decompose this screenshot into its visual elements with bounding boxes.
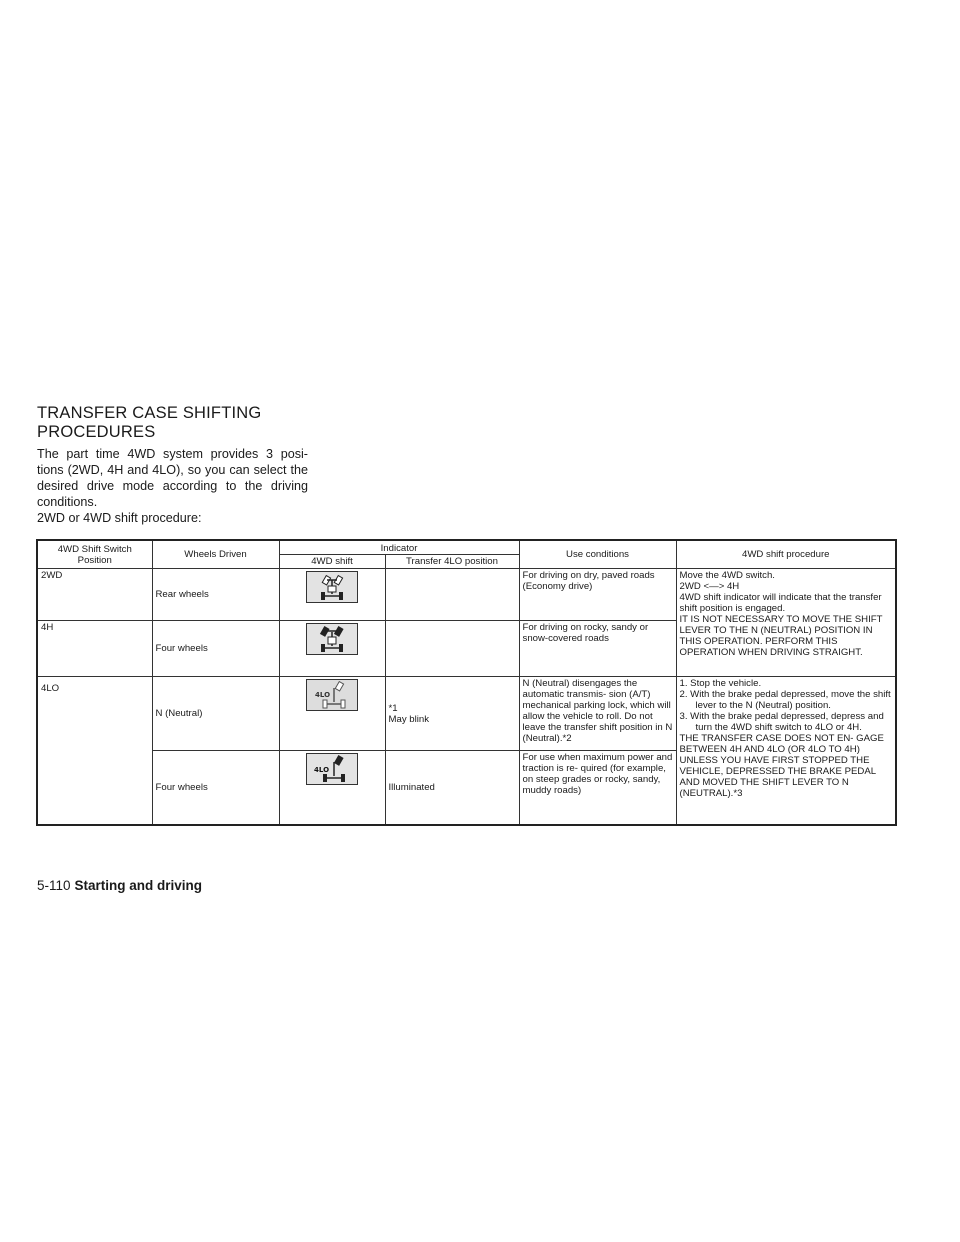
indicator-2wd [279, 569, 385, 621]
page-title: TRANSFER CASE SHIFTING PROCEDURES [37, 404, 262, 441]
proc-line: 2WD <—> 4H [679, 581, 740, 592]
4lo-indicator-icon [306, 753, 358, 785]
4lo-neutral-indicator-icon [306, 679, 358, 711]
position-4lo: 4LO [37, 677, 152, 826]
position-4h: 4H [37, 621, 152, 677]
header-transfer-4lo: Transfer 4LO position [385, 555, 519, 569]
proc-line: IT IS NOT NECESSARY TO MOVE THE SHIFT LEVER TO THE N (NEUTRAL) POSITION IN THIS OPERATION. PERFORM THIS OPERATION WHEN DRIVING STRAIGHT. [679, 614, 883, 658]
table-row [37, 677, 896, 751]
4h-indicator-icon [306, 623, 358, 655]
lo-2wd [385, 569, 519, 621]
use-2wd: For driving on dry, paved roads (Economy drive) [519, 569, 676, 621]
lo-note: *1 [388, 702, 398, 714]
indicator-neutral [279, 677, 385, 751]
proc-step: 2. With the brake pedal depressed, move the shift lever to the N (Neutral) position. [679, 689, 891, 711]
page-footer [37, 878, 202, 893]
page-number: 5-110 [37, 878, 71, 893]
wheels-2wd: Rear wheels [152, 569, 279, 621]
header-indicator: Indicator [279, 540, 519, 555]
header-use-conditions: Use conditions [519, 540, 676, 569]
indicator-4h [279, 621, 385, 677]
lo-4lo: Illuminated [385, 751, 519, 826]
proc-line: 4WD shift indicator will indicate that the transfer shift position is engaged. [679, 592, 882, 614]
wheels-4h: Four wheels [152, 621, 279, 677]
indicator-4lo [279, 751, 385, 826]
proc-step: 3. With the brake pedal depressed, depress and turn the 4WD shift switch to 4LO or 4H. [679, 711, 884, 733]
wheels-neutral: N (Neutral) [152, 677, 279, 751]
procedure-label: 2WD or 4WD shift procedure: [37, 511, 202, 525]
use-4h: For driving on rocky, sandy or snow-covered roads [519, 621, 676, 677]
proc-line: Move the 4WD switch. [679, 570, 775, 581]
use-neutral: N (Neutral) disengages the automatic transmis- sion (A/T) mechanical parking lock, which will allow the vehicle to roll. Do not leave the transfer shift position in N (Neutral).*2 [519, 677, 676, 751]
use-4lo: For use when maximum power and traction is re- quired (for example, on steep grades or rocky, sandy, muddy roads) [519, 751, 676, 826]
lo-neutral [385, 677, 519, 751]
proc-warning: THE TRANSFER CASE DOES NOT EN- GAGE BETWEEN 4H AND 4LO (OR 4LO TO 4H) UNLESS YOU HAVE FIRST STOPPED THE VEHICLE, DEPRESSED THE BRAKE PEDAL AND MOVED THE SHIFT LEVER TO N (NEUTRAL).*3 [679, 733, 884, 799]
4lo-label: 4LO [315, 691, 331, 699]
shift-procedure-table [36, 539, 897, 826]
header-procedure: 4WD shift procedure [676, 540, 896, 569]
procedure-4lo [676, 677, 896, 826]
proc-step: 1. Stop the vehicle. [679, 678, 762, 689]
lo-status: May blink [388, 713, 430, 725]
2wd-indicator-icon [306, 571, 358, 603]
header-wheels-driven: Wheels Driven [152, 540, 279, 569]
table-row [37, 569, 896, 621]
position-2wd: 2WD [37, 569, 152, 621]
wheels-4lo: Four wheels [152, 751, 279, 826]
lo-4h [385, 621, 519, 677]
procedure-2wd-4h [676, 569, 896, 677]
4lo-label: 4LO [314, 766, 330, 774]
section-name: Starting and driving [74, 878, 203, 893]
header-switch-position: 4WD Shift Switch Position [37, 540, 152, 569]
intro-paragraph: The part time 4WD system provides 3 posi- tions (2WD, 4H and 4LO), so you can select the desired drive mode according to the driving conditions. [37, 447, 308, 509]
header-4wd-shift: 4WD shift [279, 555, 385, 569]
